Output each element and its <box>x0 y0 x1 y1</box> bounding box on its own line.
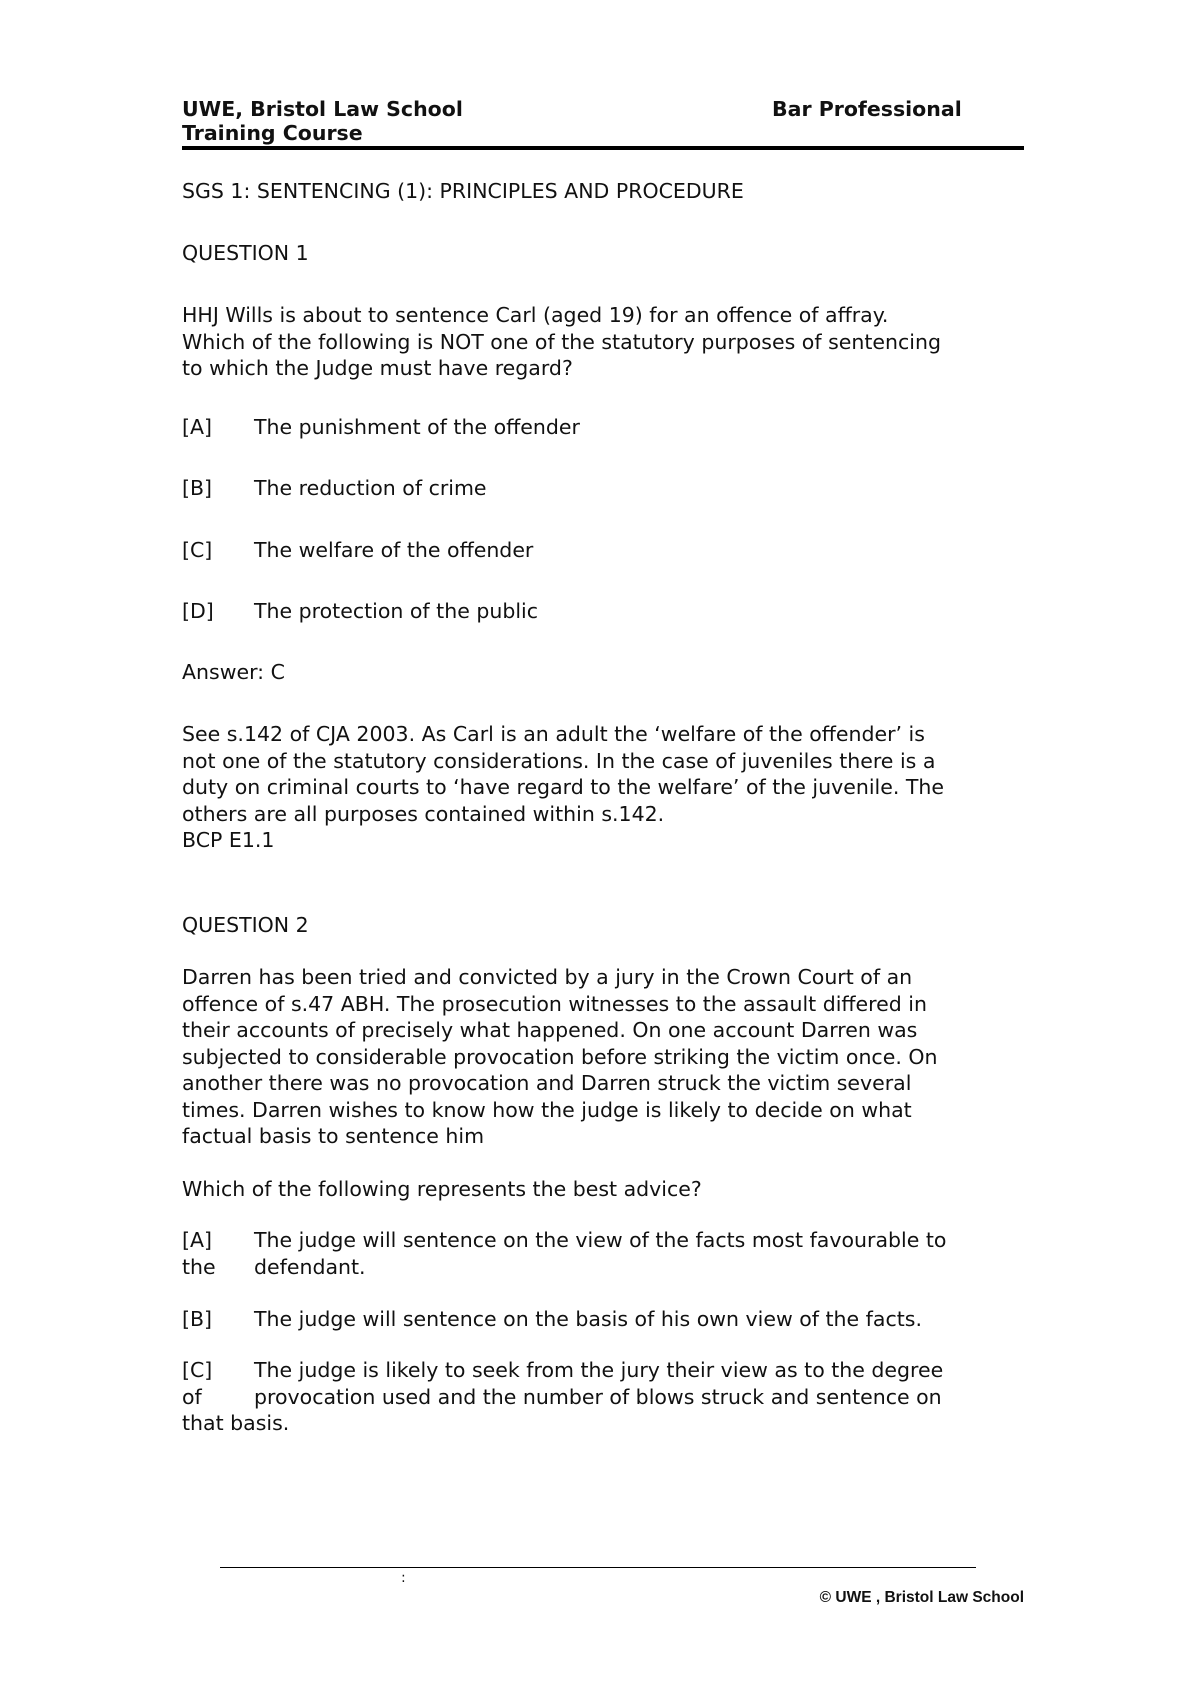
explanation-line: duty on criminal courts to ‘have regard to the welfare’ of the juvenile. The <box>182 775 944 799</box>
header-institution: UWE, Bristol Law School <box>182 97 463 121</box>
option-text-wrap: the <box>182 1254 216 1279</box>
stem-line: offence of s.47 ABH. The prosecution witnesses to the assault differed in <box>182 991 927 1016</box>
option-text: The judge will sentence on the basis of his own view of the facts. <box>254 1307 922 1331</box>
explanation-line: See s.142 of CJA 2003. As Carl is an adult the ‘welfare of the offender’ is <box>182 722 925 746</box>
option-label: [B] <box>182 476 213 500</box>
question-1-stem <box>182 302 1042 382</box>
document-title: SGS 1: SENTENCING (1): PRINCIPLES AND PROCEDURE <box>182 179 744 203</box>
stem-line: their accounts of precisely what happened. On one account Darren was <box>182 1018 918 1042</box>
option-text: The reduction of crime <box>254 476 487 500</box>
explanation-line: others are all purposes contained within s.142. <box>182 801 665 826</box>
footer-copyright: © UWE , Bristol Law School <box>819 1589 1024 1606</box>
option-label: [D] <box>182 599 214 623</box>
stem-line: factual basis to sentence him <box>182 1124 485 1148</box>
footer-colon: : <box>401 1570 406 1586</box>
footer-rule <box>220 1567 976 1568</box>
stem-line: subjected to considerable provocation before striking the victim once. On <box>182 1044 938 1069</box>
reference-line: BCP E1.1 <box>182 828 275 852</box>
option-text: The punishment of the offender <box>254 415 580 439</box>
question-2-prompt: Which of the following represents the best advice? <box>182 1177 702 1201</box>
option-text: The protection of the public <box>254 599 538 623</box>
option-label: [A] <box>182 1228 213 1252</box>
option-text: The judge is likely to seek from the jury their view as to the degree <box>254 1358 944 1382</box>
option-text-end: that basis. <box>182 1411 290 1435</box>
question-1-answer: Answer: C <box>182 660 285 684</box>
stem-line: to which the Judge must have regard? <box>182 356 573 380</box>
option-label: [B] <box>182 1307 213 1331</box>
stem-line: times. Darren wishes to know how the judge is likely to decide on what <box>182 1097 912 1122</box>
option-label: [C] <box>182 538 213 562</box>
question-1-heading: QUESTION 1 <box>182 241 309 265</box>
question-2-heading: QUESTION 2 <box>182 913 309 937</box>
question-1-explanation <box>182 721 1042 854</box>
header-rule <box>182 146 1024 150</box>
option-label: [C] <box>182 1358 213 1382</box>
option-text-continued: defendant. <box>254 1254 366 1279</box>
header-course: Bar Professional <box>772 97 962 121</box>
stem-line: HHJ Wills is about to sentence Carl (aged 19) for an offence of affray. <box>182 303 889 327</box>
option-text-wrap: of <box>182 1384 202 1409</box>
stem-line: Which of the following is NOT one of the statutory purposes of sentencing <box>182 329 941 354</box>
header-course-continued: Training Course <box>182 121 363 145</box>
option-text-continued: provocation used and the number of blows struck and sentence on <box>254 1384 942 1409</box>
option-text: The welfare of the offender <box>254 538 534 562</box>
question-2-stem <box>182 964 1042 1150</box>
stem-line: Darren has been tried and convicted by a jury in the Crown Court of an <box>182 965 913 989</box>
option-label: [A] <box>182 415 213 439</box>
explanation-line: not one of the statutory considerations. In the case of juveniles there is a <box>182 748 936 773</box>
option-text: The judge will sentence on the view of the facts most favourable to <box>254 1228 947 1252</box>
stem-line: another there was no provocation and Darren struck the victim several <box>182 1071 912 1095</box>
